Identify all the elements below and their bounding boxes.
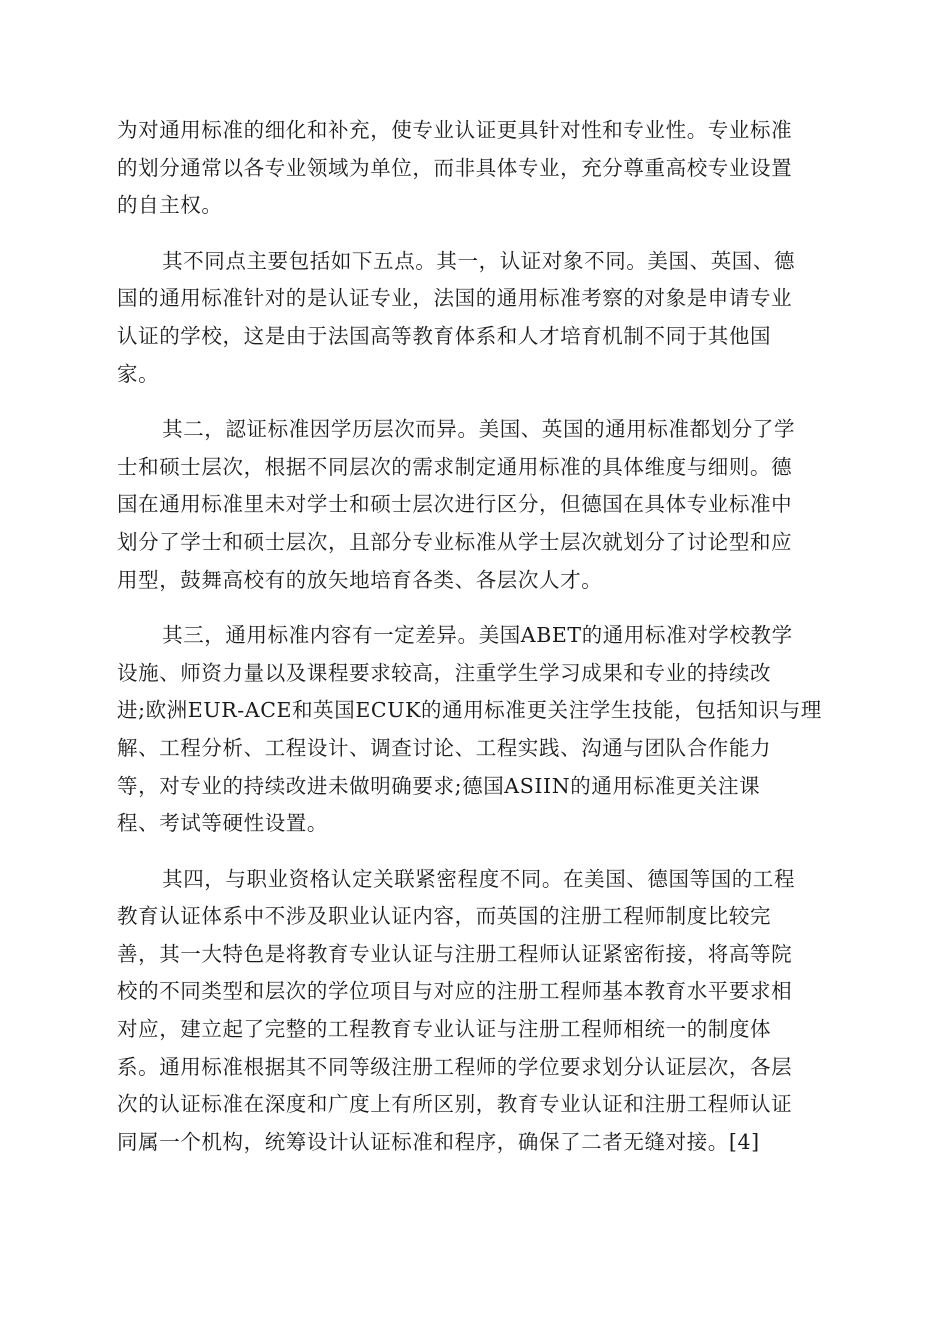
text-line: 解、工程分析、工程设计、调查讨论、工程实践、沟通与团队合作能力 [117, 735, 772, 760]
text-line: 系。通用标准根据其不同等级注册工程师的学位要求划分认证层次，各层 [117, 1054, 793, 1079]
text-line: 等，对专业的持续改进未做明确要求;德国ASIIN的通用标准更关注课 [117, 773, 761, 798]
text-line: 善，其一大特色是将教育专业认证与注册工程师认证紧密衔接，将高等院 [117, 941, 793, 966]
text-line: 的划分通常以各专业领域为单位，而非具体专业，充分尊重高校专业设置 [117, 155, 793, 180]
text-line: 教育认证体系中不涉及职业认证内容，而英国的注册工程师制度比较完 [117, 904, 772, 929]
text-line: 程、考试等硬性设置。 [117, 811, 328, 836]
text-line: 划分了学士和硕士层次，且部分专业标准从学士层次就划分了讨论型和应 [117, 529, 793, 554]
paragraph-1 [117, 112, 837, 225]
paragraph-2 [117, 243, 837, 393]
document-body [117, 112, 837, 1179]
text-line: 进;欧洲EUR-ACE和英国ECUK的通用标准更关注学生技能，包括知识与理 [117, 698, 822, 723]
text-line: 国的通用标准针对的是认证专业，法国的通用标准考察的对象是申请专业 [117, 286, 793, 311]
text-line: 的自主权。 [117, 193, 223, 218]
text-line: 其三，通用标准内容有一定差异。美国ABET的通用标准对学校教学 [162, 623, 793, 648]
text-line: 认证的学校，这是由于法国高等教育体系和人才培育机制不同于其他国 [117, 323, 772, 348]
text-line: 校的不同类型和层次的学位项目与对应的注册工程师基本教育水平要求相 [117, 979, 793, 1004]
paragraph-4 [117, 617, 837, 843]
text-line: 设施、师资力量以及课程要求较高，注重学生学习成果和专业的持续改 [117, 660, 772, 685]
text-line: 其四，与职业资格认定关联紧密程度不同。在美国、德国等国的工程 [162, 866, 796, 891]
text-line: 为对通用标准的细化和补充，使专业认证更具针对性和专业性。专业标准 [117, 118, 793, 142]
paragraph-5 [117, 861, 837, 1162]
text-line: 家。 [117, 361, 160, 386]
text-line: 用型，鼓舞高校有的放矢地培育各类、各层次人才。 [117, 567, 603, 592]
text-line: 同属一个机构，统筹设计认证标准和程序，确保了二者无缝对接。[4] [117, 1129, 760, 1154]
text-line: 对应，建立起了完整的工程教育专业认证与注册工程师相统一的制度体 [117, 1017, 772, 1042]
text-line: 其二，認证标准因学历层次而异。美国、英国的通用标准都划分了学 [162, 417, 796, 442]
text-line: 次的认证标准在深度和广度上有所区别，教育专业认证和注册工程师认证 [117, 1092, 793, 1117]
text-line: 其不同点主要包括如下五点。其一，认证对象不同。美国、英国、德 [162, 248, 796, 273]
paragraph-3 [117, 411, 837, 599]
text-line: 士和硕士层次，根据不同层次的需求制定通用标准的具体维度与细则。德 [117, 454, 793, 479]
text-line: 国在通用标准里未对学士和硕士层次进行区分，但德国在具体专业标准中 [117, 492, 793, 517]
